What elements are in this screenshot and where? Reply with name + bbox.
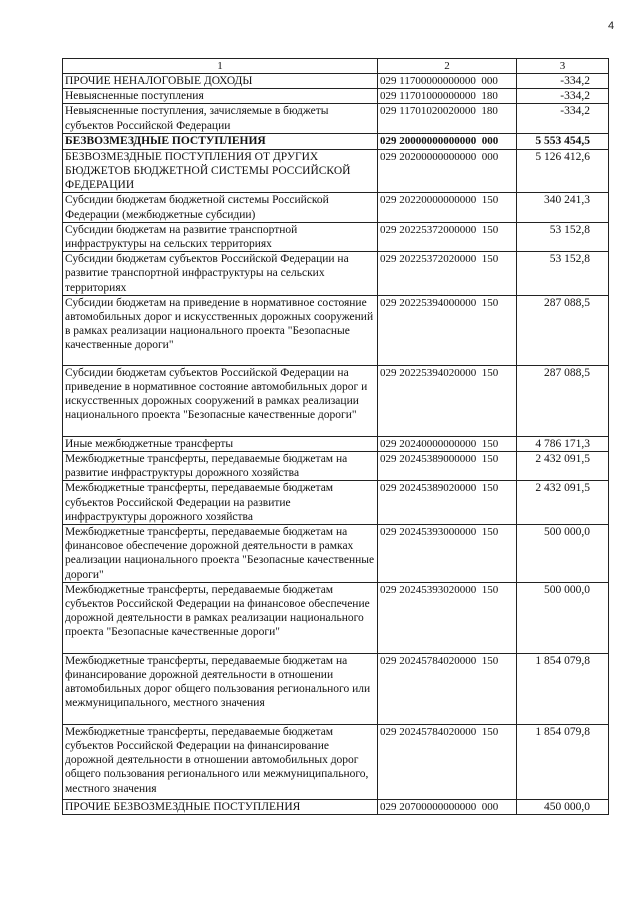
row-code-cell: 029 20220000000000 150 <box>378 193 517 222</box>
header-col-1: 1 <box>63 59 378 74</box>
page-number: 4 <box>608 20 615 32</box>
row-name-cell: Субсидии бюджетам субъектов Российской Федерации на приведение в нормативное состояние автомобильных дорог и искусственных дорожных сооружений в рамках реализации национального проекта "Безопасные качественные дороги" <box>63 365 378 436</box>
table-row <box>63 724 609 799</box>
row-sum-cell: 340 241,3 <box>517 193 609 222</box>
row-name-cell: Субсидии бюджетам на приведение в нормативное состояние автомобильных дорог и искусственных дорожных сооружений в рамках реализации национального проекта "Безопасные качественные дороги" <box>63 295 378 365</box>
table-row <box>63 193 609 222</box>
row-name-cell: Невыясненные поступления, зачисляемые в бюджеты субъектов Российской Федерации <box>63 104 378 133</box>
row-name-cell: Иные межбюджетные трансферты <box>63 436 378 451</box>
row-name-cell: Межбюджетные трансферты, передаваемые бюджетам субъектов Российской Федерации на финансирование дорожной деятельности в отношении автомобильных дорог общего пользования регионального или межмуниципального, местного значения <box>63 724 378 799</box>
row-sum-cell: 287 088,5 <box>517 365 609 436</box>
row-code-cell: 029 20200000000000 000 <box>378 149 517 193</box>
table-row <box>63 436 609 451</box>
row-name-cell: Субсидии бюджетам на развитие транспортной инфраструктуры на сельских территориях <box>63 222 378 251</box>
table-row <box>63 582 609 653</box>
row-code-cell: 029 20245784020000 150 <box>378 653 517 724</box>
row-name-cell: ПРОЧИЕ НЕНАЛОГОВЫЕ ДОХОДЫ <box>63 74 378 89</box>
row-sum-cell: 287 088,5 <box>517 295 609 365</box>
row-sum-cell: 2 432 091,5 <box>517 481 609 525</box>
table-row <box>63 365 609 436</box>
row-code-cell: 029 20225394020000 150 <box>378 365 517 436</box>
row-code-cell: 029 20245389020000 150 <box>378 481 517 525</box>
table-row <box>63 149 609 193</box>
row-sum-cell: 2 432 091,5 <box>517 452 609 481</box>
row-sum-cell: 500 000,0 <box>517 525 609 583</box>
row-sum-cell: -334,2 <box>517 104 609 133</box>
row-code-cell: 029 11701000000000 180 <box>378 89 517 104</box>
row-code-cell: 029 20240000000000 150 <box>378 436 517 451</box>
row-sum-cell: -334,2 <box>517 89 609 104</box>
row-sum-cell: 450 000,0 <box>517 799 609 814</box>
row-code-cell: 029 20225372020000 150 <box>378 252 517 296</box>
row-sum-cell: 53 152,8 <box>517 252 609 296</box>
table-row <box>63 133 609 149</box>
row-sum-cell: -334,2 <box>517 74 609 89</box>
row-code-cell: 029 20245784020000 150 <box>378 724 517 799</box>
table-row <box>63 104 609 133</box>
row-code-cell: 029 20700000000000 000 <box>378 799 517 814</box>
row-name-cell: Межбюджетные трансферты, передаваемые бюджетам субъектов Российской Федерации на развитие инфраструктуры дорожного хозяйства <box>63 481 378 525</box>
row-name-cell: БЕЗВОЗМЕЗДНЫЕ ПОСТУПЛЕНИЯ ОТ ДРУГИХ БЮДЖЕТОВ БЮДЖЕТНОЙ СИСТЕМЫ РОССИЙСКОЙ ФЕДЕРАЦИИ <box>63 149 378 193</box>
row-code-cell: 029 20245393000000 150 <box>378 525 517 583</box>
row-name-cell: Межбюджетные трансферты, передаваемые бюджетам на финансирование дорожной деятельности в отношении автомобильных дорог общего пользования регионального или межмуниципального, местного значения <box>63 653 378 724</box>
row-sum-cell: 1 854 079,8 <box>517 724 609 799</box>
header-col-2: 2 <box>378 59 517 74</box>
row-name-cell: Субсидии бюджетам бюджетной системы Российской Федерации (межбюджетные субсидии) <box>63 193 378 222</box>
revenue-table <box>62 58 609 815</box>
table-row <box>63 452 609 481</box>
row-code-cell: 029 20245393020000 150 <box>378 582 517 653</box>
row-name-cell: ПРОЧИЕ БЕЗВОЗМЕЗДНЫЕ ПОСТУПЛЕНИЯ <box>63 799 378 814</box>
row-name-cell: Межбюджетные трансферты, передаваемые бюджетам на развитие инфраструктуры дорожного хозяйства <box>63 452 378 481</box>
row-name-cell: Межбюджетные трансферты, передаваемые бюджетам на финансовое обеспечение дорожной деятельности в рамках реализации национального проекта "Безопасные качественные дороги" <box>63 525 378 583</box>
row-name-cell: Межбюджетные трансферты, передаваемые бюджетам субъектов Российской Федерации на финансовое обеспечение дорожной деятельности в рамках реализации национального проекта "Безопасные качественные дороги" <box>63 582 378 653</box>
table-row <box>63 799 609 814</box>
row-sum-cell: 1 854 079,8 <box>517 653 609 724</box>
row-sum-cell: 500 000,0 <box>517 582 609 653</box>
row-name-cell: Субсидии бюджетам субъектов Российской Федерации на развитие транспортной инфраструктуры на сельских территориях <box>63 252 378 296</box>
table-row <box>63 295 609 365</box>
row-code-cell: 029 20225372000000 150 <box>378 222 517 251</box>
row-code-cell: 029 20000000000000 000 <box>378 133 517 149</box>
table-row <box>63 525 609 583</box>
row-name-cell: БЕЗВОЗМЕЗДНЫЕ ПОСТУПЛЕНИЯ <box>63 133 378 149</box>
table-row <box>63 74 609 89</box>
row-sum-cell: 5 126 412,6 <box>517 149 609 193</box>
row-sum-cell: 53 152,8 <box>517 222 609 251</box>
header-col-3: 3 <box>517 59 609 74</box>
row-sum-cell: 4 786 171,3 <box>517 436 609 451</box>
row-code-cell: 029 20225394000000 150 <box>378 295 517 365</box>
table-row <box>63 252 609 296</box>
table-row <box>63 222 609 251</box>
table-row <box>63 653 609 724</box>
row-name-cell: Невыясненные поступления <box>63 89 378 104</box>
row-sum-cell: 5 553 454,5 <box>517 133 609 149</box>
row-code-cell: 029 20245389000000 150 <box>378 452 517 481</box>
table-header-row <box>63 59 609 74</box>
row-code-cell: 029 11700000000000 000 <box>378 74 517 89</box>
table-row <box>63 89 609 104</box>
row-code-cell: 029 11701020020000 180 <box>378 104 517 133</box>
table-row <box>63 481 609 525</box>
